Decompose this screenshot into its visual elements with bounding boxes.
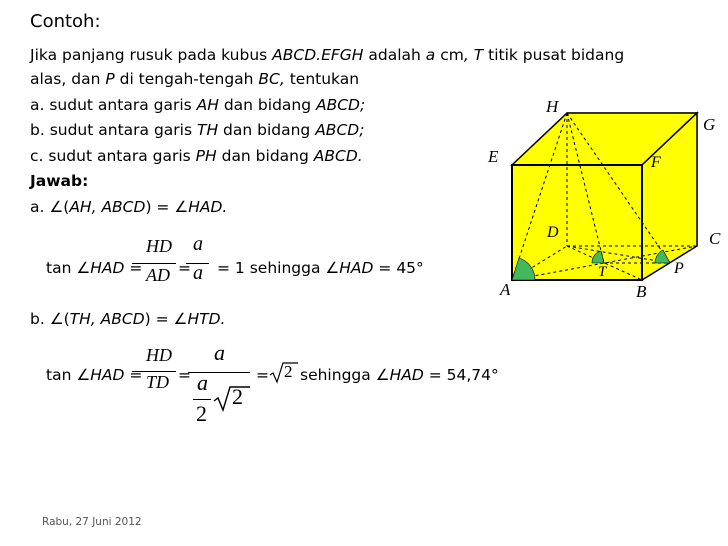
root-b3-value: 2 [284, 362, 293, 381]
answer-label: Jawab: [30, 172, 89, 190]
angle-symbol: ∠ [76, 366, 91, 384]
tan-eq-b-eq3: = [256, 366, 269, 384]
root-b2-value: 2 [232, 384, 243, 409]
footer-date: Rabu, 27 Juni 2012 [42, 516, 142, 528]
vertex-label-e: E [488, 147, 499, 166]
frac-b-numerator: HD [146, 345, 172, 365]
frac-b2-denominator-2: 2 [196, 401, 207, 426]
angle-symbol: ∠ [49, 198, 64, 216]
vertex-label-a: A [500, 280, 511, 299]
point-label-p: P [674, 260, 684, 277]
frac-b-denominator: TD [146, 372, 170, 392]
frac-a2-numerator: a [193, 233, 203, 255]
answer-b-statement: b. ∠(TH, ABCD) = ∠HTD. [30, 310, 226, 328]
tan-eq-a-eq2: = [178, 259, 191, 277]
angle-symbol: ∠ [173, 310, 188, 328]
frac-a-denominator: AD [146, 265, 170, 285]
frac-b2-numerator: a [214, 340, 225, 365]
problem-item-a: a. sudut antara garis AH dan bidang ABCD; [30, 96, 366, 114]
problem-line-2: alas, dan P di tengah-tengah BC, tentukan [30, 70, 360, 88]
frac-b2-inner-line [193, 399, 211, 400]
tan-eq-b-lhs: tan ∠HAD = [46, 366, 143, 384]
slide-title: Contoh: [30, 11, 101, 32]
vertex-label-b: B [636, 282, 647, 301]
vertex-label-f: F [651, 154, 661, 171]
problem-item-c: c. sudut antara garis PH dan bidang ABCD. [30, 147, 363, 165]
angle-symbol: ∠ [76, 259, 91, 277]
point-label-t: T [598, 264, 607, 280]
problem-line-1: Jika panjang rusuk pada kubus ABCD.EFGH adalah a cm, T titik pusat bidang [30, 46, 625, 64]
vertex-label-h: H [546, 97, 559, 116]
frac-a-numerator: HD [146, 236, 172, 256]
problem-item-b: b. sudut antara garis TH dan bidang ABCD; [30, 121, 365, 139]
angle-symbol: ∠ [174, 198, 189, 216]
cube-diagram [480, 95, 728, 305]
angle-symbol: ∠ [375, 366, 390, 384]
tan-eq-b-eq2: = [178, 366, 191, 384]
frac-b2-denominator-a: a [197, 370, 208, 395]
vertex-label-g: G [703, 115, 716, 134]
vertex-label-c: C [709, 229, 721, 248]
frac-a-line [132, 263, 176, 264]
tan-eq-a-result: = 1 sehingga ∠HAD = 45° [217, 259, 424, 277]
angle-symbol: ∠ [49, 310, 64, 328]
frac-a2-denominator: a [193, 262, 203, 284]
tan-eq-a-lhs: tan ∠HAD = [46, 259, 143, 277]
tan-eq-b-result: sehingga ∠HAD = 54,74° [300, 366, 499, 384]
vertex-label-d: D [547, 224, 559, 241]
angle-symbol: ∠ [325, 259, 340, 277]
answer-a-statement: a. ∠(AH, ABCD) = ∠HAD. [30, 198, 228, 216]
